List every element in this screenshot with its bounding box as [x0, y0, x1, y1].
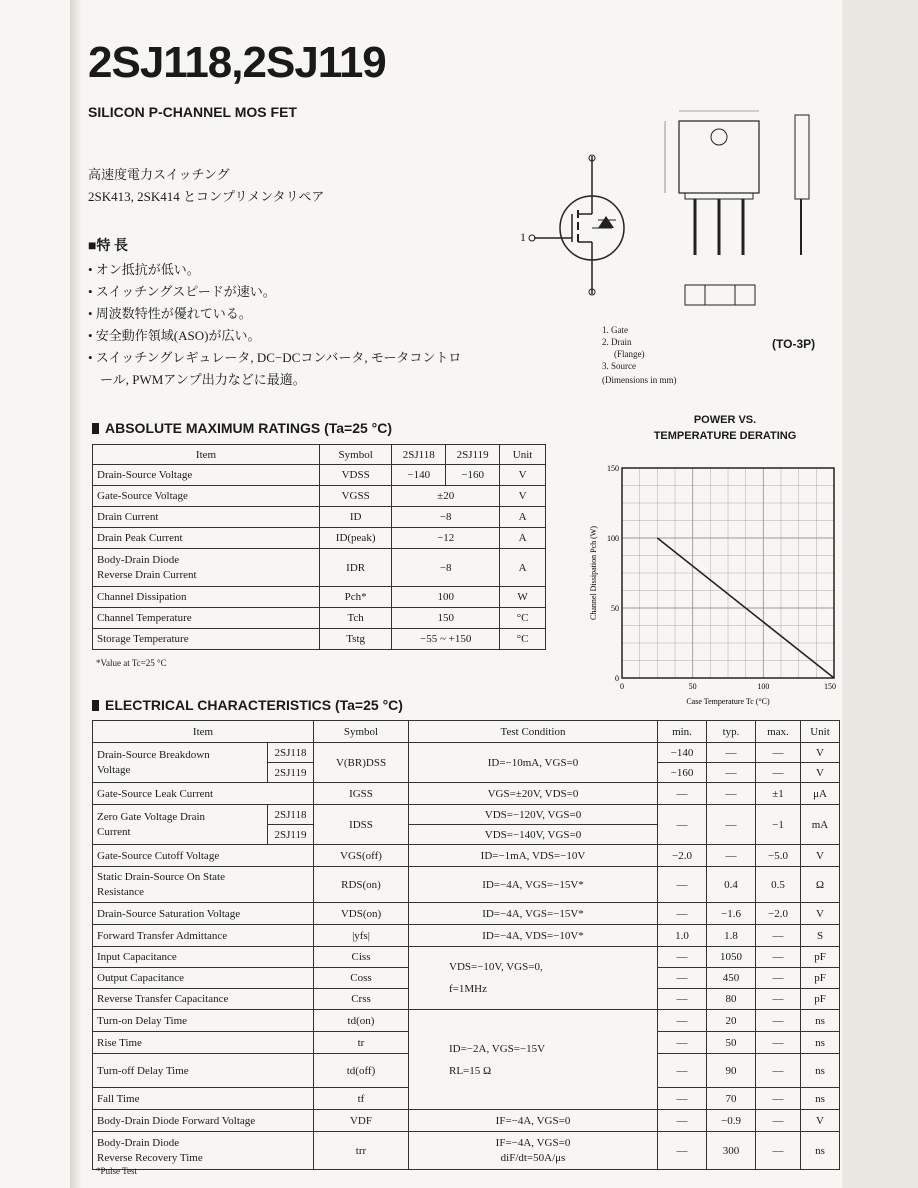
feature-item: ール, PWMアンプ出力などに最適。 — [100, 372, 306, 387]
row-max: — — [756, 1010, 801, 1032]
row-unit: ns — [801, 1010, 840, 1032]
table-row — [93, 507, 546, 528]
row-max: — — [756, 1110, 801, 1132]
row-max: — — [756, 925, 801, 947]
row-item: Gate-Source Leak Current — [93, 783, 314, 805]
chart-ytick-label: 0 — [615, 674, 619, 683]
row-max: — — [756, 989, 801, 1010]
row-min: — — [658, 1088, 707, 1110]
row-item: Body-Drain Diode Forward Voltage — [93, 1110, 314, 1132]
col-item: Item — [93, 721, 314, 743]
row-symbol: VGSS — [320, 486, 392, 507]
row-max: −1 — [756, 805, 801, 845]
row-symbol: Crss — [314, 989, 409, 1010]
row-min: — — [658, 867, 707, 903]
row-item: Body-Drain Diode Reverse Drain Current — [93, 549, 320, 587]
row-min: −140 — [658, 743, 707, 763]
row-min: — — [658, 783, 707, 805]
row-item: Zero Gate Voltage Drain Current — [93, 805, 268, 845]
row-symbol: Coss — [314, 968, 409, 989]
to3p-package-drawing-icon — [655, 105, 835, 335]
chart-xtick-label: 50 — [688, 682, 697, 691]
row-unit: V — [500, 465, 546, 486]
row-symbol: ID(peak) — [320, 528, 392, 549]
row-unit: ns — [801, 1088, 840, 1110]
row-symbol: VDS(on) — [314, 903, 409, 925]
row-unit: A — [500, 528, 546, 549]
row-typ: 70 — [707, 1088, 756, 1110]
pin-source: 3. Source — [602, 361, 636, 371]
row-symbol: trr — [314, 1132, 409, 1170]
row-symbol: Ciss — [314, 947, 409, 968]
row-max: — — [756, 1054, 801, 1088]
row-typ: 300 — [707, 1132, 756, 1170]
row-symbol: Tstg — [320, 629, 392, 650]
chart-xlabel: Case Temperature Tc (°C) — [686, 697, 770, 706]
switching-condition: ID=−2A, VGS=−15V RL=15 Ω — [409, 1010, 658, 1110]
row-min: — — [658, 989, 707, 1010]
chart-title: POWER VS. TEMPERATURE DERATING — [653, 414, 797, 442]
row-unit: S — [801, 925, 840, 947]
scan-binding-shadow — [70, 0, 82, 1188]
row-max: −2.0 — [756, 903, 801, 925]
chart-ytick-label: 50 — [611, 604, 619, 613]
table-row — [93, 608, 546, 629]
row-item: Gate-Source Cutoff Voltage — [93, 845, 314, 867]
col-test-condition: Test Condition — [409, 721, 658, 743]
row-min: −160 — [658, 763, 707, 783]
row-variant: 2SJ119 — [268, 825, 314, 845]
table-row — [93, 867, 840, 903]
feature-item: • スイッチングスピードが速い。 — [88, 284, 276, 299]
elec-table — [92, 720, 840, 1170]
row-item: Drain-Source Voltage — [93, 465, 320, 486]
page-title: 2SJ118,2SJ119 — [88, 38, 386, 87]
row-symbol: |yfs| — [314, 925, 409, 947]
row-symbol: ID — [320, 507, 392, 528]
row-max: — — [756, 968, 801, 989]
row-value: −55 ~ +150 — [392, 629, 500, 650]
row-unit: V — [801, 903, 840, 925]
row-unit: ns — [801, 1054, 840, 1088]
row-variant: 2SJ119 — [268, 763, 314, 783]
row-condition: ID=−4A, VGS=−15V* — [409, 867, 658, 903]
row-condition: ID=−10mA, VGS=0 — [409, 743, 658, 783]
row-typ: — — [707, 743, 756, 763]
row-unit: pF — [801, 968, 840, 989]
features-heading: ■特 長 — [88, 239, 128, 254]
row-min: 1.0 — [658, 925, 707, 947]
row-symbol: Pch* — [320, 587, 392, 608]
row-item: Drain-Source Saturation Voltage — [93, 903, 314, 925]
row-condition: VDS=−140V, VGS=0 — [409, 825, 658, 845]
row-item: Drain-Source Breakdown Voltage — [93, 743, 268, 783]
row-symbol: VDF — [314, 1110, 409, 1132]
row-unit: °C — [500, 629, 546, 650]
row-min: — — [658, 903, 707, 925]
chart-xtick-label: 100 — [757, 682, 770, 691]
col-min: min. — [658, 721, 707, 743]
row-item: Channel Temperature — [93, 608, 320, 629]
table-row — [93, 549, 546, 587]
row-min: — — [658, 1032, 707, 1054]
description-line-2: 2SK413, 2SK414 とコンプリメンタリペア — [88, 189, 325, 204]
row-typ: — — [707, 783, 756, 805]
dimensions-note: (Dimensions in mm) — [602, 375, 677, 385]
row-unit: pF — [801, 989, 840, 1010]
row-min: — — [658, 805, 707, 845]
row-condition: VGS=±20V, VDS=0 — [409, 783, 658, 805]
row-item: Body-Drain Diode Reverse Recovery Time — [93, 1132, 314, 1170]
row-item: Rise Time — [93, 1032, 314, 1054]
row-symbol: td(on) — [314, 1010, 409, 1032]
row-typ: 0.4 — [707, 867, 756, 903]
row-variant: 2SJ118 — [268, 743, 314, 763]
derating-chart — [580, 460, 842, 710]
table-row — [93, 783, 840, 805]
row-value: −12 — [392, 528, 500, 549]
row-max: 0.5 — [756, 867, 801, 903]
row-min: — — [658, 1010, 707, 1032]
row-typ: — — [707, 805, 756, 845]
row-item: Turn-off Delay Time — [93, 1054, 314, 1088]
pin-drain-flange: (Flange) — [614, 349, 645, 359]
row-condition: ID=−4A, VDS=−10V* — [409, 925, 658, 947]
col-2sj118: 2SJ118 — [392, 445, 446, 465]
abs-max-table — [92, 444, 546, 650]
row-symbol: td(off) — [314, 1054, 409, 1088]
scan-edge — [842, 0, 918, 1188]
row-max: — — [756, 1132, 801, 1170]
table-row — [93, 1132, 840, 1170]
row-condition: ID=−4A, VGS=−15V* — [409, 903, 658, 925]
description-line-1: 高速度電力スイッチング — [88, 167, 230, 182]
row-max: — — [756, 1032, 801, 1054]
row-unit: W — [500, 587, 546, 608]
row-min: — — [658, 1054, 707, 1088]
col-unit: Unit — [500, 445, 546, 465]
row-max: — — [756, 743, 801, 763]
abs-max-heading: ABSOLUTE MAXIMUM RATINGS (Ta=25 °C) — [92, 420, 392, 436]
chart-ylabel: Channel Dissipation Pch (W) — [589, 526, 598, 620]
row-min: — — [658, 1110, 707, 1132]
elec-heading: ELECTRICAL CHARACTERISTICS (Ta=25 °C) — [92, 697, 403, 713]
table-row — [93, 629, 546, 650]
col-unit: Unit — [801, 721, 840, 743]
row-unit: V — [801, 845, 840, 867]
row-unit: °C — [500, 608, 546, 629]
chart-xtick-label: 0 — [620, 682, 624, 691]
row-item: Forward Transfer Admittance — [93, 925, 314, 947]
row-item: Output Capacitance — [93, 968, 314, 989]
pin-gate: 1. Gate — [602, 325, 628, 335]
row-item: Storage Temperature — [93, 629, 320, 650]
row-value: −140 — [392, 465, 446, 486]
row-typ: — — [707, 845, 756, 867]
col-typ: typ. — [707, 721, 756, 743]
row-unit: ns — [801, 1132, 840, 1170]
mosfet-symbol-icon — [520, 150, 630, 300]
col-item: Item — [93, 445, 320, 465]
col-symbol: Symbol — [320, 445, 392, 465]
row-symbol: VDSS — [320, 465, 392, 486]
row-symbol: VGS(off) — [314, 845, 409, 867]
row-unit: V — [801, 763, 840, 783]
chart-ytick-label: 100 — [607, 534, 619, 543]
row-unit: μA — [801, 783, 840, 805]
row-unit: A — [500, 549, 546, 587]
row-unit: mA — [801, 805, 840, 845]
row-unit: ns — [801, 1032, 840, 1054]
row-max: −5.0 — [756, 845, 801, 867]
row-max: — — [756, 947, 801, 968]
row-condition: IF=−4A, VGS=0 diF/dt=50A/μs — [409, 1132, 658, 1170]
row-max: ±1 — [756, 783, 801, 805]
row-typ: 50 — [707, 1032, 756, 1054]
table-row — [93, 845, 840, 867]
col-max: max. — [756, 721, 801, 743]
chart-ytick-label: 150 — [607, 464, 619, 473]
row-typ: 450 — [707, 968, 756, 989]
feature-item: • スイッチングレギュレータ, DC−DCコンバータ, モータコントロ — [88, 350, 462, 365]
row-unit: V — [500, 486, 546, 507]
row-typ: 20 — [707, 1010, 756, 1032]
row-typ: 1.8 — [707, 925, 756, 947]
table-row — [93, 587, 546, 608]
row-value: −160 — [446, 465, 500, 486]
row-item: Static Drain-Source On State Resistance — [93, 867, 314, 903]
feature-item: • オン抵抗が低い。 — [88, 262, 200, 277]
symbol-pin-label: 1 — [520, 230, 526, 244]
row-symbol: IDR — [320, 549, 392, 587]
row-condition: VDS=−120V, VGS=0 — [409, 805, 658, 825]
table-row — [93, 743, 840, 763]
row-unit: V — [801, 743, 840, 763]
row-symbol: V(BR)DSS — [314, 743, 409, 783]
row-item: Channel Dissipation — [93, 587, 320, 608]
row-value: 100 — [392, 587, 500, 608]
row-symbol: RDS(on) — [314, 867, 409, 903]
row-typ: 90 — [707, 1054, 756, 1088]
row-item: Gate-Source Voltage — [93, 486, 320, 507]
table-row — [93, 1010, 840, 1032]
row-item: Input Capacitance — [93, 947, 314, 968]
row-value: −8 — [392, 507, 500, 528]
row-typ: 80 — [707, 989, 756, 1010]
pin-drain: 2. Drain — [602, 337, 632, 347]
chart-xtick-label: 150 — [824, 682, 836, 691]
row-min: −2.0 — [658, 845, 707, 867]
table-row — [93, 925, 840, 947]
row-symbol: IGSS — [314, 783, 409, 805]
package-name: (TO-3P) — [772, 337, 816, 351]
pulse-test-note: *Pulse Test — [96, 1166, 137, 1176]
row-value: ±20 — [392, 486, 500, 507]
row-unit: V — [801, 1110, 840, 1132]
table-row — [93, 528, 546, 549]
row-unit: pF — [801, 947, 840, 968]
abs-max-note: *Value at Tc=25 °C — [96, 658, 167, 668]
table-row — [93, 486, 546, 507]
row-typ: — — [707, 763, 756, 783]
row-typ: −0.9 — [707, 1110, 756, 1132]
row-max: — — [756, 763, 801, 783]
row-unit: A — [500, 507, 546, 528]
row-min: — — [658, 968, 707, 989]
table-row — [93, 903, 840, 925]
row-symbol: tf — [314, 1088, 409, 1110]
row-condition: ID=−1mA, VDS=−10V — [409, 845, 658, 867]
row-value: 150 — [392, 608, 500, 629]
row-unit: Ω — [801, 867, 840, 903]
capacitance-condition: VDS=−10V, VGS=0, f=1MHz — [409, 947, 658, 1010]
row-item: Drain Current — [93, 507, 320, 528]
row-typ: 1050 — [707, 947, 756, 968]
row-symbol: IDSS — [314, 805, 409, 845]
row-max: — — [756, 1088, 801, 1110]
row-symbol: Tch — [320, 608, 392, 629]
feature-item: • 周波数特性が優れている。 — [88, 306, 252, 321]
row-min: — — [658, 947, 707, 968]
row-variant: 2SJ118 — [268, 805, 314, 825]
feature-item: • 安全動作領域(ASO)が広い。 — [88, 328, 261, 343]
table-row — [93, 805, 840, 825]
page-subtitle: SILICON P-CHANNEL MOS FET — [88, 104, 297, 120]
row-item: Turn-on Delay Time — [93, 1010, 314, 1032]
table-row — [93, 465, 546, 486]
row-typ: −1.6 — [707, 903, 756, 925]
row-item: Drain Peak Current — [93, 528, 320, 549]
col-2sj119: 2SJ119 — [446, 445, 500, 465]
col-symbol: Symbol — [314, 721, 409, 743]
table-row — [93, 1110, 840, 1132]
row-item: Reverse Transfer Capacitance — [93, 989, 314, 1010]
table-row — [93, 947, 840, 968]
row-condition: IF=−4A, VGS=0 — [409, 1110, 658, 1132]
row-min: — — [658, 1132, 707, 1170]
row-value: −8 — [392, 549, 500, 587]
row-item: Fall Time — [93, 1088, 314, 1110]
row-symbol: tr — [314, 1032, 409, 1054]
